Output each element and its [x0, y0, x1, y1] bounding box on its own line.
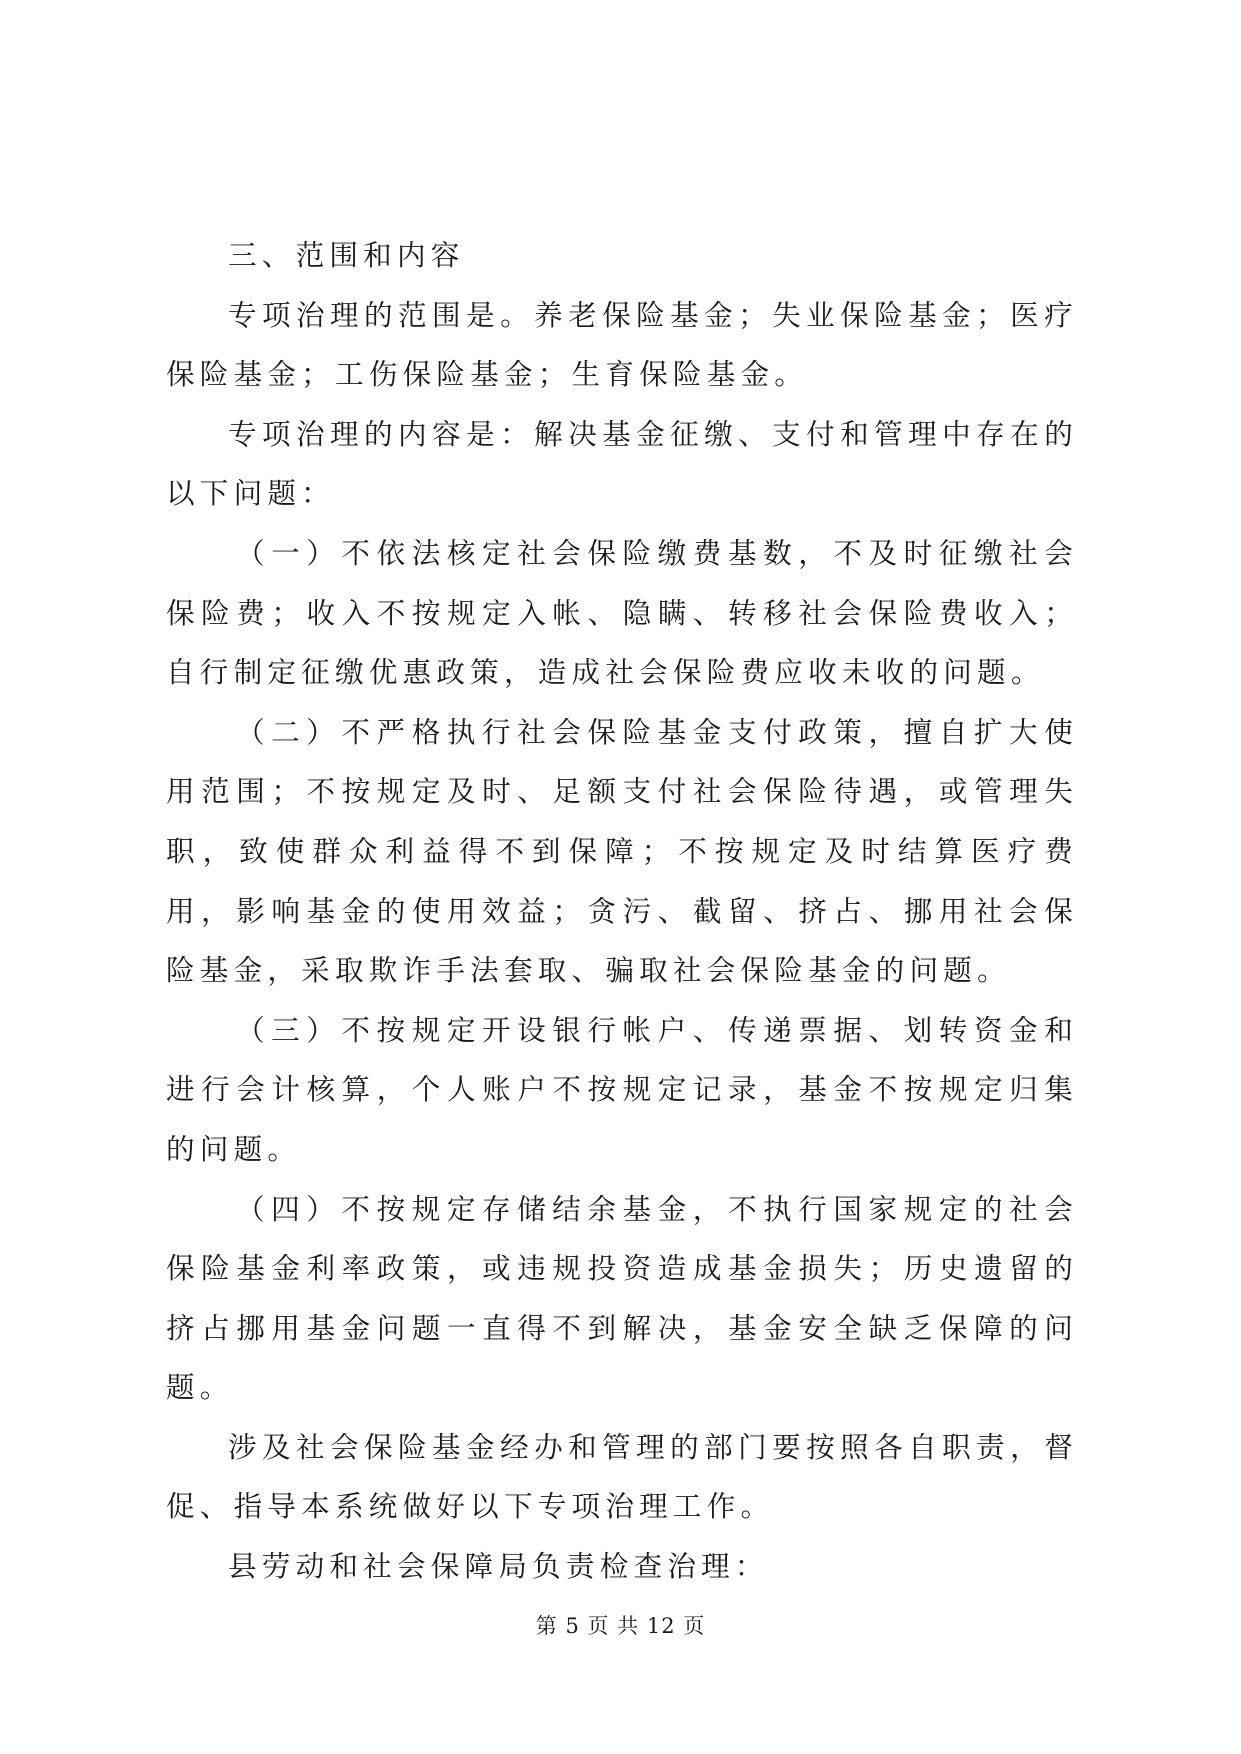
paragraph-scope: 专项治理的范围是。养老保险基金；失业保险基金；医疗保险基金；工伤保险基金；生育保险基金。 [166, 297, 1078, 392]
paragraph-labor-bureau: 县劳动和社会保障局负责检查治理： [228, 1549, 769, 1584]
section-heading: 三、范围和内容 [228, 238, 465, 272]
paragraph-departments: 涉及社会保险基金经办和管理的部门要按照各自职责，督促、指导本系统做好以下专项治理工作。 [166, 1429, 1078, 1524]
page-number-footer: 第 5 页 共 12 页 [535, 1614, 706, 1638]
paragraph-content-intro: 专项治理的内容是：解决基金征缴、支付和管理中存在的以下问题： [166, 416, 1078, 511]
paragraph-item-2: （二）不严格执行社会保险基金支付政策，擅自扩大使用范围；不按规定及时、足额支付社会保险待遇，或管理失职，致使群众利益得不到保障；不按规定及时结算医疗费用，影响基金的使用效益；贪污、截留、挤占、挪用社会保险基金，采取欺诈手法套取、骗取社会保险基金的问题。 [166, 714, 1078, 988]
document-body [166, 226, 1078, 1597]
paragraph-item-4: （四）不按规定存储结余基金，不执行国家规定的社会保险基金利率政策，或违规投资造成基金损失；历史遗留的挤占挪用基金问题一直得不到解决，基金安全缺乏保障的问题。 [166, 1191, 1078, 1405]
paragraph-item-1: （一）不依法核定社会保险缴费基数，不及时征缴社会保险费；收入不按规定入帐、隐瞒、转移社会保险费收入；自行制定征缴优惠政策，造成社会保险费应收未收的问题。 [166, 535, 1078, 690]
paragraph-item-3: （三）不按规定开设银行帐户、传递票据、划转资金和进行会计核算，个人账户不按规定记录，基金不按规定归集的问题。 [166, 1012, 1078, 1166]
